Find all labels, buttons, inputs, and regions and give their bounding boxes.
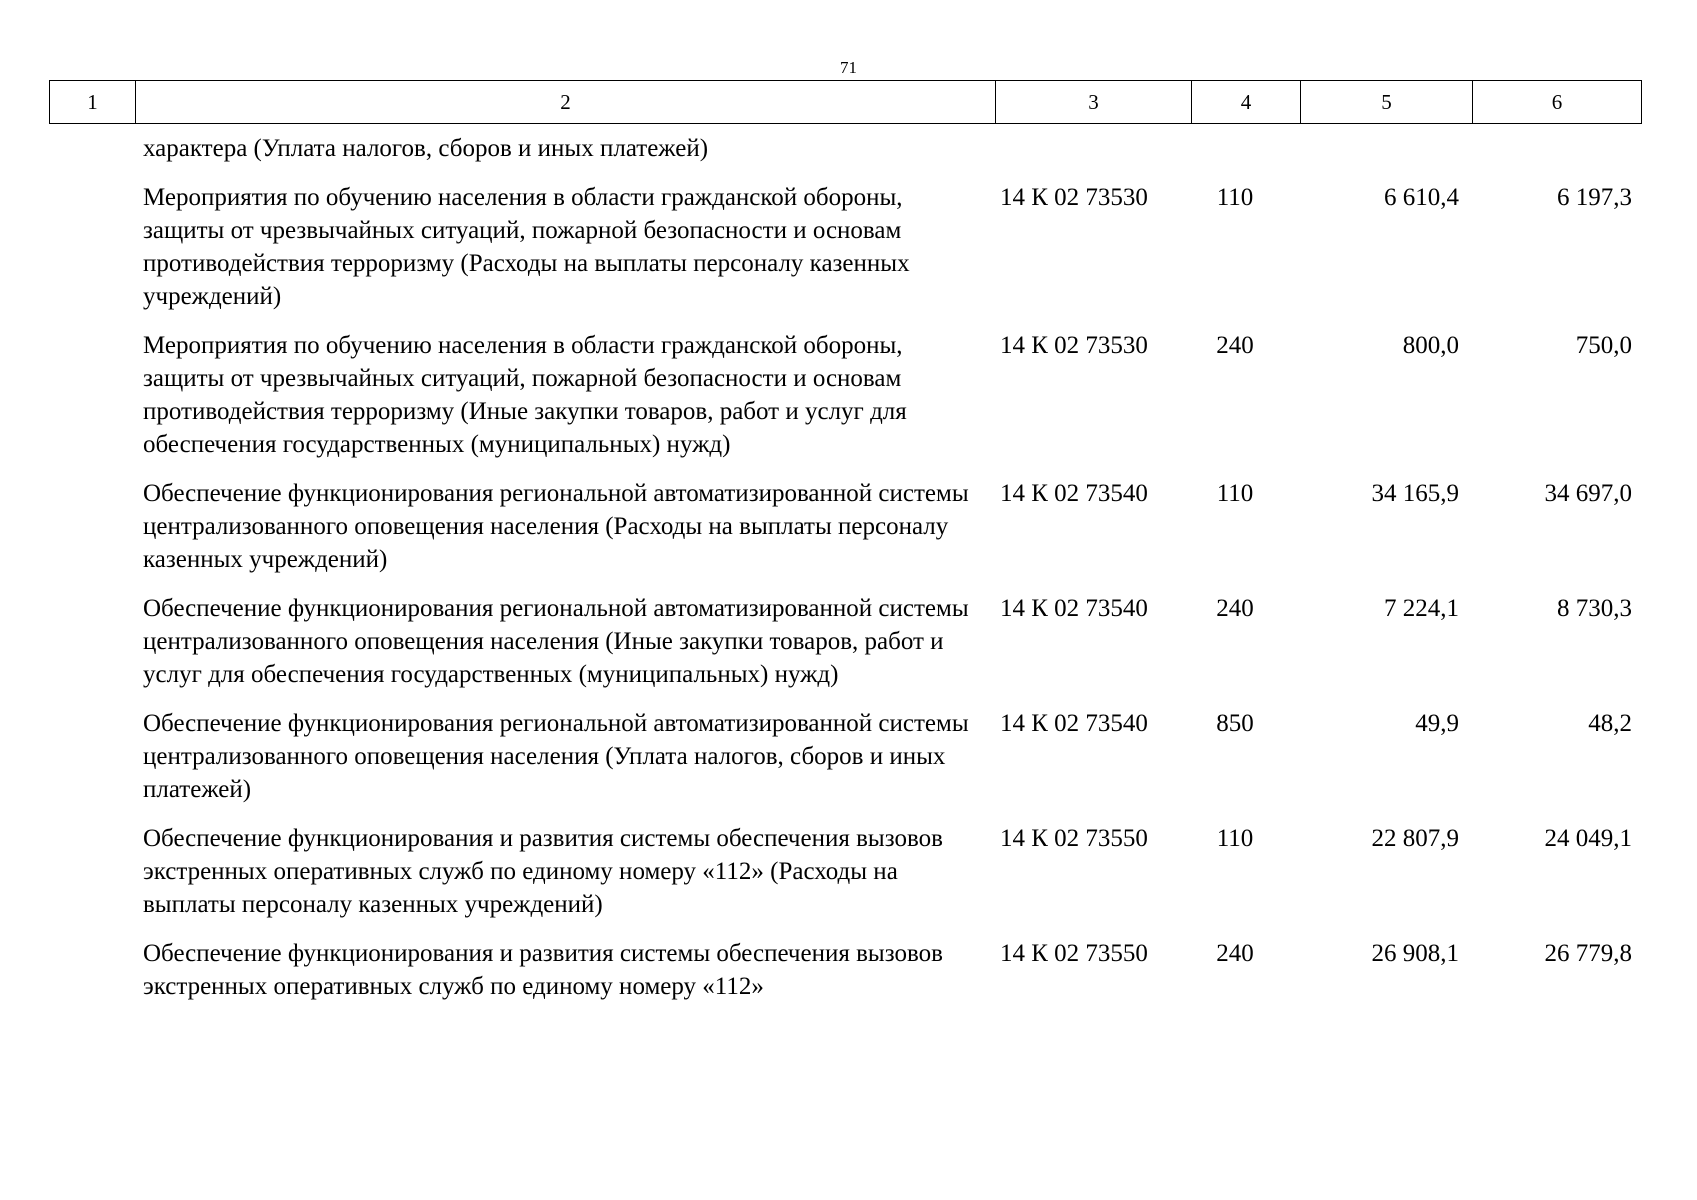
row-expense-type: 240: [1216, 940, 1254, 967]
header-col-2: 2: [136, 81, 996, 124]
row-amount-year-1: 800,0: [1402, 332, 1459, 359]
budget-table-body: [0, 132, 1697, 1019]
row-amount-year-1: 7 224,1: [1384, 595, 1459, 622]
header-col-6: 6: [1473, 81, 1642, 124]
row-amount-year-1: 26 908,1: [1371, 940, 1459, 967]
row-amount-year-1: 22 807,9: [1371, 825, 1459, 852]
row-amount-year-2: 26 779,8: [1544, 940, 1632, 967]
row-amount-year-2: 8 730,3: [1557, 595, 1632, 622]
table-row: [0, 592, 1697, 691]
row-target-code: 14 К 02 73550: [1000, 940, 1148, 967]
header-row: [50, 81, 1642, 124]
table-row: [0, 132, 1697, 165]
table-row: [0, 477, 1697, 576]
row-description: Обеспечение функционирования и развития системы обеспечения вызовов экстренных оперативных служб по единому номеру «112» (Расходы на выплаты персоналу казенных учреждений): [143, 825, 943, 918]
row-target-code: 14 К 02 73540: [1000, 710, 1148, 737]
table-row: [0, 707, 1697, 806]
row-expense-type: 110: [1216, 480, 1254, 507]
header-col-3: 3: [996, 81, 1192, 124]
row-target-code: 14 К 02 73540: [1000, 595, 1148, 622]
row-amount-year-1: 49,9: [1415, 710, 1459, 737]
page-number: 71: [840, 58, 857, 77]
row-amount-year-2: 6 197,3: [1557, 184, 1632, 211]
row-expense-type: 240: [1216, 332, 1254, 359]
table-row: [0, 329, 1697, 461]
row-description: Обеспечение функционирования региональной автоматизированной системы централизованного оповещения населения (Расходы на выплаты персоналу казенных учреждений): [143, 480, 969, 573]
row-expense-type: 110: [1216, 184, 1254, 211]
row-expense-type: 850: [1216, 710, 1254, 737]
row-description: Обеспечение функционирования и развития системы обеспечения вызовов экстренных оперативных служб по единому номеру «112»: [143, 940, 943, 1000]
column-number-header: [49, 80, 1642, 124]
header-col-4: 4: [1192, 81, 1301, 124]
row-amount-year-1: 34 165,9: [1371, 480, 1459, 507]
table-row: [0, 822, 1697, 921]
row-target-code: 14 К 02 73550: [1000, 825, 1148, 852]
row-target-code: 14 К 02 73530: [1000, 332, 1148, 359]
row-amount-year-1: 6 610,4: [1384, 184, 1459, 211]
row-description: Мероприятия по обучению населения в области гражданской обороны, защиты от чрезвычайных ситуаций, пожарной безопасности и основам противодействия терроризму (Иные закупки товаров, работ и услуг для обеспечения государственных (муниципальных) нужд): [143, 332, 907, 458]
header-col-5: 5: [1301, 81, 1473, 124]
row-description: характера (Уплата налогов, сборов и иных платежей): [143, 135, 709, 162]
row-expense-type: 110: [1216, 825, 1254, 852]
row-expense-type: 240: [1216, 595, 1254, 622]
row-description: Обеспечение функционирования региональной автоматизированной системы централизованного оповещения населения (Иные закупки товаров, работ и услуг для обеспечения государственных (муниципальных) нужд): [143, 595, 969, 688]
row-target-code: 14 К 02 73530: [1000, 184, 1148, 211]
row-target-code: 14 К 02 73540: [1000, 480, 1148, 507]
row-amount-year-2: 34 697,0: [1544, 480, 1632, 507]
row-description: Мероприятия по обучению населения в области гражданской обороны, защиты от чрезвычайных ситуаций, пожарной безопасности и основам противодействия терроризму (Расходы на выплаты персоналу казенных учреждений): [143, 184, 910, 310]
row-amount-year-2: 24 049,1: [1544, 825, 1632, 852]
row-amount-year-2: 48,2: [1588, 710, 1632, 737]
row-amount-year-2: 750,0: [1575, 332, 1632, 359]
table-row: [0, 937, 1697, 1003]
header-col-1: 1: [50, 81, 136, 124]
row-description: Обеспечение функционирования региональной автоматизированной системы централизованного оповещения населения (Уплата налогов, сборов и иных платежей): [143, 710, 969, 803]
table-row: [0, 181, 1697, 313]
